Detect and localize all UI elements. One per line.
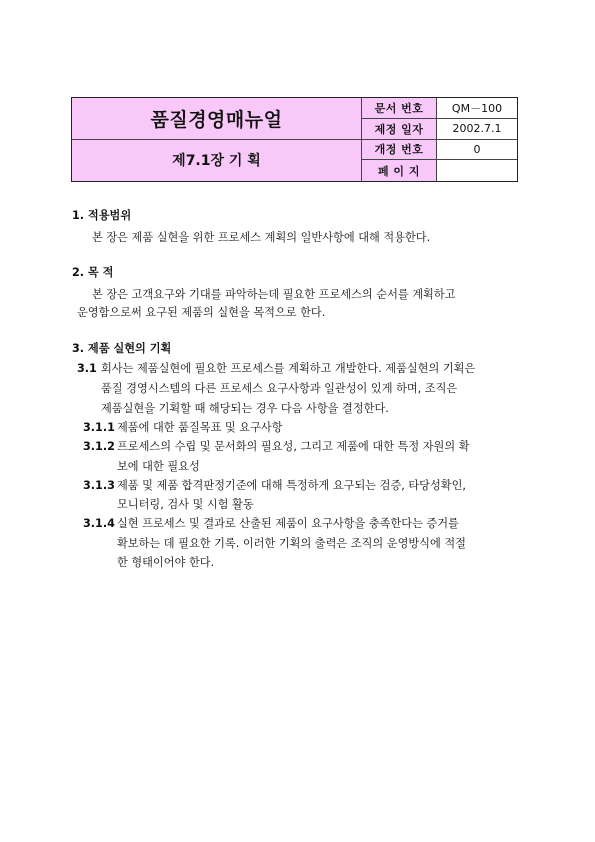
clause-3-1-line: 제품실현을 기획할 때 해당되는 경우 다음 사항을 결정한다. [101,402,389,415]
chapter-title: 제7.1장 기 획 [72,140,362,182]
clause-3-1-3-line: 제품 및 제품 합격판정기준에 대해 특정하게 요구되는 검증, 타당성확인, [117,479,466,492]
doc-number-label: 문서 번호 [362,98,437,119]
section-3-heading: 3. 제품 실현의 기획 [72,342,172,355]
clause-3-1-4-line: 확보하는 데 필요한 기록. 이러한 기획의 출력은 조직의 운영방식에 적절 [117,537,466,550]
section-1-line: 본 장은 제품 실현을 위한 프로세스 계획의 일반사항에 대해 적용한다. [92,231,431,244]
clause-3-1-4-line: 한 형태이어야 한다. [117,556,215,569]
clause-3-1-line: 품질 경영시스템의 다른 프로세스 요구사항과 일관성이 있게 하며, 조직은 [101,382,458,395]
manual-title: 품질경영매뉴얼 [72,98,362,140]
clause-3-1-2-number: 3.1.2 [83,440,115,453]
clause-3-1-2-line: 보에 대한 필요성 [117,460,200,473]
revision-number-value: 0 [437,140,517,161]
document-header-table [71,97,518,182]
clause-3-1-4-number: 3.1.4 [83,517,115,530]
enact-date-label: 제정 일자 [362,119,437,140]
clause-3-1-3-number: 3.1.3 [83,479,115,492]
clause-3-1-1-number: 3.1.1 [83,421,115,434]
clause-3-1-3-line: 모니터링, 검사 및 시험 활동 [117,498,254,511]
enact-date-value: 2002.7.1 [437,119,517,140]
clause-3-1-1-line: 제품에 대한 품질목표 및 요구사항 [117,421,283,434]
section-2-line: 본 장은 고객요구와 기대를 파악하는데 필요한 프로세스의 순서를 계획하고 [92,288,456,301]
clause-3-1-number: 3.1 [77,362,97,375]
page-label: 페 이 지 [362,160,437,181]
clause-3-1-2-line: 프로세스의 수립 및 문서화의 필요성, 그리고 제품에 대한 특정 자원의 확 [117,440,470,453]
doc-number-value: QM－100 [437,98,517,119]
section-1-heading: 1. 적용범위 [72,209,132,222]
clause-3-1-4-line: 실현 프로세스 및 결과로 산출된 제품이 요구사항을 충족한다는 증거를 [117,517,459,530]
section-2-heading: 2. 목 적 [72,266,114,279]
section-2-line: 운영함으로써 요구된 제품의 실현을 목적으로 한다. [77,306,326,319]
clause-3-1-line: 회사는 제품실현에 필요한 프로세스를 계획하고 개발한다. 제품실현의 기획은 [101,362,476,375]
revision-number-label: 개정 번호 [362,140,437,161]
page-value [437,160,517,181]
